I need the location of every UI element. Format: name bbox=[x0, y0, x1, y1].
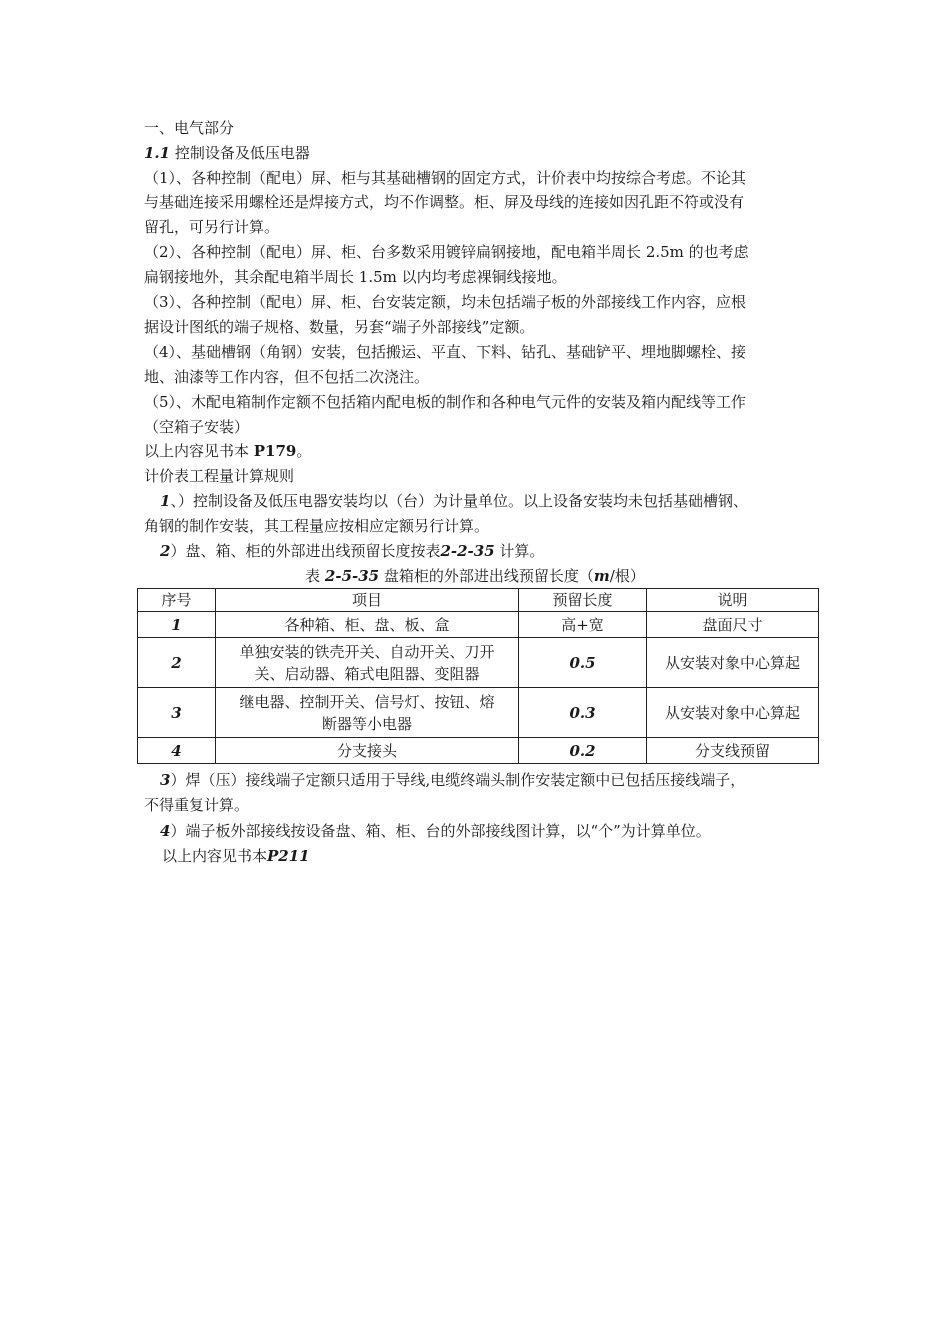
row-item bbox=[216, 688, 519, 738]
row-note: 从安装对象中心算起 bbox=[647, 638, 819, 688]
paragraph-line: （3）、各种控制（配电）屏、柜、台安装定额，均未包括端子板的外部接线工作内容，应根 bbox=[144, 293, 747, 311]
row-item: 分支接头 bbox=[216, 738, 519, 764]
table-row bbox=[138, 612, 819, 638]
subsection-title: 控制设备及低压电器 bbox=[174, 144, 310, 162]
paragraph-line: （空箱子安装） bbox=[144, 418, 250, 436]
rule-3 bbox=[160, 770, 745, 790]
row-length: 0.3 bbox=[519, 688, 647, 738]
table-caption bbox=[0, 566, 950, 586]
reference-text: 以上内容见书本 bbox=[144, 442, 254, 460]
rule-text: ）焊（压）接线端子定额只适用于导线,电缆终端头制作安装定额中已包括压接线端子， bbox=[170, 771, 746, 789]
table-row bbox=[138, 688, 819, 738]
reserve-length-table bbox=[137, 588, 819, 764]
paragraph-line: 据设计图纸的端子规格、数量，另套“端子外部接线”定额。 bbox=[144, 318, 535, 336]
row-length: 0.5 bbox=[519, 638, 647, 688]
reference-line-1 bbox=[144, 441, 311, 461]
row-no: 1 bbox=[138, 612, 216, 638]
rules-heading: 计价表工程量计算规则 bbox=[144, 467, 295, 485]
reference-page: P211 bbox=[267, 847, 310, 865]
caption-prefix: 表 bbox=[305, 567, 325, 585]
rule-number: 4 bbox=[160, 822, 171, 840]
caption-suffix: /根） bbox=[609, 567, 645, 585]
header-no: 序号 bbox=[138, 589, 216, 612]
row-length: 高+宽 bbox=[519, 612, 647, 638]
paragraph-line: （2）、各种控制（配电）屏、柜、台多数采用镀锌扁钢接地，配电箱半周长 2.5m 的也考虑 bbox=[144, 243, 749, 261]
section-heading: 一、电气部分 bbox=[144, 119, 235, 137]
caption-unit: m bbox=[593, 567, 610, 585]
row-note: 盘面尺寸 bbox=[647, 612, 819, 638]
reference-suffix: 。 bbox=[296, 442, 312, 460]
table-reference: 2-2-35 bbox=[440, 542, 495, 560]
rule-number: 1 bbox=[160, 492, 171, 510]
subsection-heading bbox=[144, 143, 310, 163]
row-no: 2 bbox=[138, 638, 216, 688]
row-note: 从安装对象中心算起 bbox=[647, 688, 819, 738]
paragraph-line: 扁钢接地外，其余配电箱半周长 1.5m 以内均考虑裸铜线接地。 bbox=[144, 268, 567, 286]
table-row bbox=[138, 738, 819, 764]
row-item-line: 单独安装的铁壳开关、自动开关、刀开 bbox=[239, 642, 495, 661]
header-length: 预留长度 bbox=[519, 589, 647, 612]
row-item: 各种箱、柜、盘、板、盒 bbox=[216, 612, 519, 638]
rule-text: ）端子板外部接线按设备盘、箱、柜、台的外部接线图计算，以“个”为计算单位。 bbox=[170, 822, 711, 840]
rule-2 bbox=[160, 541, 544, 561]
rule-3-continued: 不得重复计算。 bbox=[144, 796, 250, 814]
row-item bbox=[216, 638, 519, 688]
paragraph-line: 留孔，可另行计算。 bbox=[144, 218, 280, 236]
row-no: 4 bbox=[138, 738, 216, 764]
header-item: 项目 bbox=[216, 589, 519, 612]
caption-number: 2-5-35 bbox=[324, 567, 380, 585]
table-header-row bbox=[138, 589, 819, 612]
rule-text: 、）控制设备及低压电器安装均以（台）为计量单位。以上设备安装均未包括基础槽钢、 bbox=[170, 492, 748, 510]
reference-text: 以上内容见书本 bbox=[162, 847, 268, 865]
caption-title: 盘箱柜的外部进出线预留长度（ bbox=[379, 567, 594, 585]
row-item-line: 继电器、控制开关、信号灯、按钮、熔 bbox=[239, 692, 495, 711]
rule-number: 2 bbox=[160, 542, 171, 560]
rule-number: 3 bbox=[160, 771, 171, 789]
rule-1-continued: 角钢的制作安装，其工程量应按相应定额另行计算。 bbox=[144, 517, 490, 535]
rule-text: ）盘、箱、柜的外部进出线预留长度按表 bbox=[170, 542, 441, 560]
header-note: 说明 bbox=[647, 589, 819, 612]
row-item-line: 断器等小电器 bbox=[321, 714, 412, 733]
paragraph-line: （4）、基础槽钢（角钢）安装，包括搬运、平直、下料、钻孔、基础铲平、埋地脚螺栓、接 bbox=[144, 343, 747, 361]
subsection-number: 1.1 bbox=[144, 144, 171, 162]
row-note: 分支线预留 bbox=[647, 738, 819, 764]
rule-1 bbox=[160, 491, 748, 511]
reference-page: P179 bbox=[253, 442, 297, 460]
rule-text-end: 计算。 bbox=[494, 542, 545, 560]
row-item-line: 关、启动器、箱式电阻器、变阻器 bbox=[254, 664, 480, 683]
row-length: 0.2 bbox=[519, 738, 647, 764]
row-no: 3 bbox=[138, 688, 216, 738]
rule-4 bbox=[160, 821, 711, 841]
paragraph-line: 与基础连接采用螺栓还是焊接方式，均不作调整。柜、屏及母线的连接如因孔距不符或没有 bbox=[144, 193, 745, 211]
paragraph-line: 地、油漆等工作内容，但不包括二次浇注。 bbox=[144, 368, 430, 386]
reference-line-2 bbox=[162, 846, 310, 866]
paragraph-line: （5）、木配电箱制作定额不包括箱内配电板的制作和各种电气元件的安装及箱内配线等工作 bbox=[144, 393, 747, 411]
paragraph-line: （1）、各种控制（配电）屏、柜与其基础槽钢的固定方式，计价表中均按综合考虑。不论其 bbox=[144, 169, 747, 187]
table-row bbox=[138, 638, 819, 688]
